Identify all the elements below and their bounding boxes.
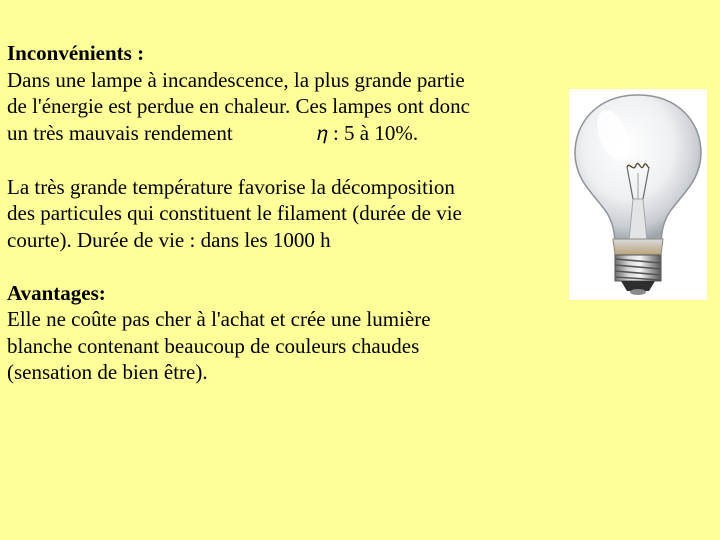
inconvenients-line-3 (7, 120, 552, 148)
avantages-heading: Avantages: (7, 280, 106, 305)
inconvenients-line-2: de l'énergie est perdue en chaleur. Ces lampes ont donc (7, 94, 470, 118)
avantages-line-3: (sensation de bien être). (7, 360, 208, 384)
efficiency-symbol: 𝜂 (317, 122, 328, 145)
paragraph-gap (7, 147, 552, 174)
decomposition-line-1: La très grande température favorise la décomposition (7, 174, 455, 199)
light-bulb-icon (569, 89, 707, 300)
inconvenients-line-3-end: : 5 à 10%. (327, 120, 419, 145)
paragraph-gap (7, 253, 552, 280)
avantages-line-2: blanche contenant beaucoup de couleurs chaudes (7, 333, 420, 358)
decomposition-line-3: courte). Durée de vie : dans les 1000 h (7, 227, 331, 252)
slide-text (7, 40, 552, 386)
decomposition-line-2: des particules qui constituent le filament (durée de vie (7, 201, 462, 225)
avantages-line-1: Elle ne coûte pas cher à l'achat et crée une lumière (7, 307, 431, 331)
inconvenients-line-3-start: un très mauvais rendement (7, 120, 233, 145)
inconvenients-heading: Inconvénients : (7, 41, 145, 65)
light-bulb-image (569, 89, 707, 300)
inconvenients-line-1: Dans une lampe à incandescence, la plus grande partie (7, 67, 465, 92)
